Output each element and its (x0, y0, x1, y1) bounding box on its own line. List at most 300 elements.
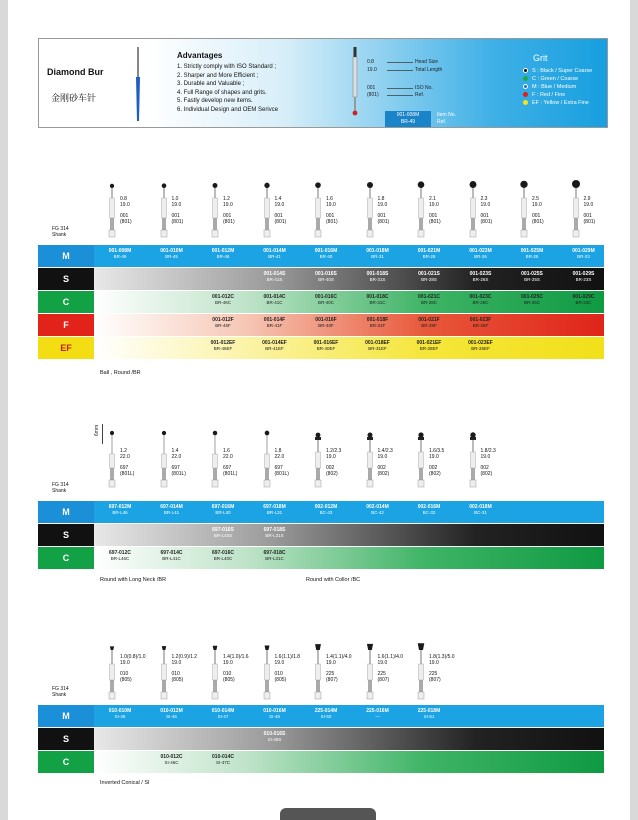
spec-h: 1.6 (326, 196, 333, 202)
spec-h: 1.4(1.1)/4.0 (326, 654, 352, 660)
item-no: 001-014F (263, 317, 286, 323)
item-no: 001-012C (212, 294, 234, 300)
spec-h: 0.8 (120, 196, 127, 202)
spec-iso2: (801) (377, 219, 390, 225)
item-no: 225-014M (314, 708, 338, 714)
brand-title-cn: 金刚砂车针 (51, 93, 97, 103)
item-ref: BR-25S (524, 277, 540, 282)
legend-iso-value: 001 (367, 85, 376, 91)
item-ref: SI-48 (269, 714, 280, 719)
item-no: 225-016M (366, 708, 389, 714)
item-ref: BR-23S (575, 277, 592, 282)
spec-h: 1.6(1.1)/1.8 (274, 654, 301, 660)
bur-icon (364, 428, 376, 488)
spec-iso: 697 (171, 465, 180, 471)
spec-iso2: (801) (429, 219, 441, 225)
spec-iso: 001 (429, 213, 438, 219)
item-ref: BR-L46 (112, 510, 128, 515)
item-ref: BR-23 (577, 254, 590, 259)
bur-icon (106, 640, 118, 700)
item-ref: BR-41S (266, 277, 283, 282)
legend-item-no: Item No. (437, 112, 456, 118)
bur-spec (172, 654, 198, 683)
spec-iso: 001 (171, 213, 180, 219)
spec-iso2: (801L) (223, 471, 238, 477)
grit-row-label: M (38, 705, 94, 727)
spec-iso: 697 (120, 465, 129, 471)
fg-shank-label (52, 482, 69, 494)
spec-h: 1.2 (120, 448, 127, 454)
item-no: 001-021S (418, 271, 440, 277)
item-ref: BR-45 (165, 254, 178, 259)
spec-h: 1.2/2.3 (326, 448, 342, 454)
item-no: 001-014EF (262, 340, 287, 346)
bur-spec (429, 654, 455, 683)
bur-spec (223, 654, 249, 683)
spec-h: 1.4 (274, 196, 282, 202)
spec-iso2: (801) (532, 219, 544, 225)
section-caption-right: Round with Collor /BC (306, 577, 361, 583)
grit-item: EF : Yellow / Extra Fine (523, 99, 592, 107)
item-ref: BR-31EF (368, 346, 387, 351)
item-no: 001-023EF (468, 340, 493, 346)
advantages-title: Advantages (177, 51, 223, 60)
shank-label: Shank (52, 232, 67, 238)
item-no: 002-018M (469, 504, 492, 510)
item-cell (300, 708, 352, 720)
spec-l: 19.0 (326, 660, 336, 666)
fg-label: FG 314 (52, 482, 69, 488)
spec-l: 19.0 (326, 454, 336, 460)
item-no: 001-014C (263, 294, 286, 300)
bur-icon (312, 640, 324, 700)
item-cell (146, 504, 198, 516)
neck-length-label: 6mm (94, 424, 100, 436)
item-no: 001-029S (572, 271, 595, 277)
item-no: 010-012C (160, 754, 183, 760)
item-no: 001-018EF (365, 340, 390, 346)
spec-l: 19.0 (429, 660, 439, 666)
spec-iso: 697 (223, 465, 232, 471)
item-ref: BC-43 (319, 510, 333, 515)
spec-l: 19.0 (223, 660, 233, 666)
spec-l: 19.0 (583, 202, 594, 208)
spec-iso: 001 (480, 213, 489, 219)
item-ref: BR-28F (421, 323, 437, 328)
item-ref: BR-40 (319, 254, 333, 259)
advantage-item: 1. Strictly comply with ISO Standard ; (177, 64, 277, 70)
fg-shank-label (52, 686, 69, 698)
item-ref: BR-L40C (213, 556, 233, 561)
item-ref: BR-L41 (163, 510, 180, 515)
item-cell (300, 504, 352, 516)
spec-iso2: (805) (274, 677, 287, 683)
item-ref: BR-28 (422, 254, 436, 259)
item-ref: SI-47C (215, 760, 230, 765)
item-cell (146, 550, 198, 562)
item-ref: BR-L40S (213, 533, 233, 538)
item-no: 001-018M (366, 248, 389, 254)
item-ref: BR-L31S (265, 533, 284, 538)
legend-head-size-value: 0.8 (367, 59, 374, 65)
legend-example-item: 001-008M (396, 112, 420, 118)
spec-h: 1.6(1.1)/4.0 (377, 654, 404, 660)
item-ref: BR-L31 (266, 510, 283, 515)
bur-spec (326, 448, 341, 477)
spec-l: 19.0 (326, 202, 336, 208)
grit-row-label: C (38, 291, 94, 313)
spec-iso2: (807) (429, 677, 441, 683)
spec-l: 19.0 (223, 202, 233, 208)
item-ref: BC-32 (422, 510, 436, 515)
bur-icon (415, 428, 427, 488)
spec-iso: 001 (532, 213, 541, 219)
grit-row-label: C (38, 751, 94, 773)
spec-l: 19.0 (377, 660, 388, 666)
spec-l: 19.0 (377, 454, 388, 460)
spec-iso: 225 (429, 671, 438, 677)
advantage-item: 5. Fastly develop new items. (177, 98, 253, 104)
spec-iso2: (801) (274, 219, 287, 225)
item-no: 001-014M (263, 248, 286, 254)
spec-iso2: (805) (120, 677, 132, 683)
item-no: 001-023C (469, 294, 492, 300)
item-no: 001-023S (469, 271, 492, 277)
spec-iso2: (801) (326, 219, 338, 225)
item-ref: BR-L40 (215, 510, 231, 515)
item-ref: BR-41F (266, 323, 283, 328)
shank-label: Shank (52, 488, 67, 494)
item-no: 001-012F (212, 317, 234, 323)
spec-h: 2.9 (583, 196, 591, 202)
spec-iso: 010 (274, 671, 283, 677)
item-no: 697-016M (211, 504, 235, 510)
spec-iso2: (801) (223, 219, 235, 225)
bur-icon (261, 428, 273, 488)
spec-h: 2.3 (480, 196, 488, 202)
item-cell (249, 731, 301, 743)
item-cell (94, 550, 146, 562)
spec-h: 1.8 (274, 448, 282, 454)
spec-iso2: (805) (171, 677, 184, 683)
bur-spec (378, 654, 404, 683)
spec-iso2: (801) (171, 219, 184, 225)
item-cell (197, 527, 249, 539)
spec-iso2: (801) (480, 219, 493, 225)
section-caption: Inverted Conical / SI (100, 780, 150, 786)
spec-iso2: (807) (377, 677, 390, 683)
bur-icon (467, 428, 479, 488)
item-no: 001-018S (366, 271, 389, 277)
item-ref: BC-42 (371, 510, 384, 515)
spec-l: 19.0 (120, 202, 130, 208)
grit-row-label: M (38, 501, 94, 523)
spec-h: 1.2(0.9)/1.2 (171, 654, 198, 660)
spec-h: 1.6/3.5 (429, 448, 445, 454)
item-ref: BR-28S (421, 277, 437, 282)
item-no: 697-016C (212, 550, 234, 556)
spec-l: 19.0 (171, 660, 182, 666)
spec-h: 1.8/2.3 (480, 448, 496, 454)
spec-iso2: (801L) (120, 471, 135, 477)
item-no: 001-025C (521, 294, 543, 300)
spec-iso2: (801) (120, 219, 132, 225)
advantage-item: 6. Individual Design and OEM Serivce (177, 106, 279, 113)
item-no: 697-014M (160, 504, 183, 510)
page-tab (280, 808, 376, 820)
spec-h: 1.2 (223, 196, 230, 202)
spec-iso2: (802) (429, 471, 441, 477)
item-no: 002-016M (417, 504, 441, 510)
bur-spec (120, 654, 146, 683)
item-no: 001-014S (263, 271, 286, 277)
item-no: 010-010M (108, 708, 132, 714)
item-ref: SI-51 (423, 714, 435, 719)
spec-iso: 001 (120, 213, 129, 219)
item-cell (455, 504, 507, 516)
spec-iso: 001 (583, 213, 592, 219)
bur-icon (312, 428, 324, 488)
item-ref: BR-46F (215, 323, 231, 328)
item-ref: BR-40C (317, 300, 334, 305)
spec-l: 19.0 (377, 202, 388, 208)
spec-l: 19.0 (480, 202, 491, 208)
bur-icon (209, 428, 221, 488)
item-cell (197, 708, 249, 720)
spec-iso2: (801L) (274, 471, 289, 477)
item-ref: BR-31S (369, 277, 386, 282)
item-no: 697-018M (263, 504, 286, 510)
item-ref: BR-L46C (110, 556, 130, 561)
item-no: 001-018C (366, 294, 389, 300)
spec-iso: 010 (120, 671, 129, 677)
spec-h: 1.4 (171, 448, 179, 454)
item-no: 001-008M (108, 248, 132, 254)
spec-h: 2.1 (429, 196, 436, 202)
spec-iso: 001 (377, 213, 386, 219)
spec-iso2: (801) (583, 219, 596, 225)
section-caption: Ball , Round /BR (100, 370, 141, 376)
advantage-item: 3. Durable and Valuable ; (177, 81, 245, 87)
item-no: 010-014C (212, 754, 234, 760)
legend-ref-2: Ref. (437, 119, 447, 125)
spec-l: 19.0 (429, 202, 439, 208)
grit-title: Grit (533, 53, 548, 63)
spec-l: 22.0 (171, 454, 182, 460)
item-ref: SI-45 (114, 714, 126, 719)
item-ref: BR-40F (318, 323, 334, 328)
item-ref: BR-26 (474, 254, 487, 259)
spec-iso2: (805) (223, 677, 235, 683)
item-no: 001-016F (315, 317, 337, 323)
item-cell (352, 708, 404, 720)
legend-total-length: Total Length (415, 67, 443, 73)
bur-spec (429, 448, 444, 477)
item-no: 001-025S (521, 271, 543, 277)
item-cell (352, 504, 404, 516)
item-no: 002-012M (314, 504, 338, 510)
legend-total-length-value: 19.0 (367, 67, 377, 73)
item-ref: BR-46C (214, 300, 231, 305)
grit-item: F : Red / Fine (523, 91, 592, 99)
grit-row-label: M (38, 245, 94, 267)
fg-label: FG 314 (52, 226, 69, 232)
item-ref: BR-41 (268, 254, 281, 259)
item-no: 001-016C (315, 294, 337, 300)
item-ref: BR-41EF (265, 346, 284, 351)
spec-l: 22.0 (120, 454, 130, 460)
grit-row-label: C (38, 547, 94, 569)
spec-iso: 001 (223, 213, 232, 219)
item-no: 001-021C (418, 294, 440, 300)
item-no: 001-021M (417, 248, 441, 254)
item-cell (249, 708, 301, 720)
spec-iso: 001 (326, 213, 335, 219)
spec-l: 19.0 (120, 660, 130, 666)
item-ref: BR-28EF (419, 346, 439, 351)
item-no: 697-014C (160, 550, 183, 556)
item-ref: SI-47 (217, 714, 229, 719)
item-no: 001-010M (160, 248, 183, 254)
item-no: 002-014M (366, 504, 389, 510)
grit-row-label: S (38, 268, 94, 290)
item-cell (146, 754, 198, 766)
spec-iso2: (802) (480, 471, 493, 477)
item-ref: BR-L41C (162, 556, 181, 561)
spec-h: 1.4/2.3 (377, 448, 393, 454)
item-no: 697-018C (263, 550, 286, 556)
item-cell (249, 527, 301, 539)
item-ref: BR-49 (113, 254, 127, 259)
item-no: 001-025M (520, 248, 544, 254)
bur-spec (481, 448, 496, 477)
brand-title: Diamond Bur (47, 67, 104, 77)
spec-iso: 001 (274, 213, 283, 219)
item-ref: BR-40S (318, 277, 334, 282)
item-no: 001-021F (418, 317, 440, 323)
item-ref: BR-28C (420, 300, 437, 305)
grit-row-band (94, 728, 604, 750)
item-ref: BR-26C (472, 300, 489, 305)
bur-icon (415, 640, 427, 700)
item-no: 001-029C (572, 294, 595, 300)
item-ref: BC-31 (474, 510, 487, 515)
neck-measure-line (102, 424, 103, 444)
item-no: 001-016EF (313, 340, 339, 346)
item-ref: BR-46 (216, 254, 230, 259)
spec-l: 22.0 (223, 454, 233, 460)
item-ref: BR-L31C (265, 556, 284, 561)
spec-iso: 002 (480, 465, 489, 471)
item-ref: — (375, 714, 380, 719)
bur-icon (364, 640, 376, 700)
item-no: 010-016S (263, 731, 286, 737)
bur-icon (106, 428, 118, 488)
spec-iso: 010 (171, 671, 180, 677)
item-ref: BR-31 (371, 254, 384, 259)
grit-item: S : Black / Super Coarse (523, 67, 592, 75)
item-no: 001-023F (469, 317, 492, 323)
shank-label: Shank (52, 692, 67, 698)
spec-l: 19.0 (429, 454, 439, 460)
item-no: 001-029M (572, 248, 595, 254)
section-caption-left: Round with Long Neck /BR (100, 577, 167, 583)
spec-iso: 225 (377, 671, 386, 677)
item-ref: BR-31C (369, 300, 386, 305)
legend-example-ref: BR-49 (400, 119, 416, 125)
bur-spec (120, 448, 134, 477)
item-no: 010-012M (160, 708, 183, 714)
spec-h: 1.8 (377, 196, 385, 202)
spec-iso2: (802) (377, 471, 390, 477)
item-ref: BR-41C (266, 300, 283, 305)
item-no: 697-012M (108, 504, 132, 510)
spec-iso2: (802) (326, 471, 338, 477)
item-cell (197, 754, 249, 766)
advantage-item: 2. Sharper and More Efficient ; (177, 72, 259, 79)
item-ref: BR-26EF (471, 346, 490, 351)
item-no: 001-021EF (416, 340, 442, 346)
spec-h: 1.8(1.3)/5.0 (429, 654, 455, 660)
item-cell (197, 550, 249, 562)
bur-spec (326, 654, 352, 683)
grit-row-band (94, 524, 604, 546)
item-cell (249, 504, 301, 516)
legend-iso-no: ISO No. (415, 85, 433, 91)
item-no: 001-012EF (210, 340, 236, 346)
bur-icon (158, 428, 170, 488)
fg-label: FG 314 (52, 686, 69, 692)
item-cell (249, 550, 301, 562)
item-ref: BR-26F (472, 323, 489, 328)
item-ref: BR-31F (369, 323, 386, 328)
bur-spec (223, 448, 237, 477)
spec-l: 22.0 (274, 454, 285, 460)
item-cell (94, 504, 146, 516)
spec-h: 1.4(1.0)/1.6 (223, 654, 249, 660)
bur-spec (275, 448, 289, 477)
bur-spec (275, 654, 301, 683)
legend-iso-value-2: (801) (367, 92, 379, 98)
spec-iso2: (807) (326, 677, 338, 683)
spec-h: 2.5 (532, 196, 539, 202)
spec-iso: 002 (429, 465, 438, 471)
item-no: 010-014M (211, 708, 235, 714)
bur-icon (209, 640, 221, 700)
spec-iso: 697 (274, 465, 283, 471)
item-ref: BR-46EF (213, 346, 233, 351)
item-no: 697-016S (212, 527, 234, 533)
item-ref: BR-40EF (316, 346, 336, 351)
grit-row-label: EF (38, 337, 94, 359)
catalog-page (8, 0, 630, 820)
spec-iso2: (801L) (171, 471, 186, 477)
item-ref: BR-26S (472, 277, 489, 282)
advantage-item: 4. Full Range of shapes and grits. (177, 89, 267, 96)
item-cell (403, 504, 455, 516)
item-cell (94, 708, 146, 720)
bur-icon (261, 640, 273, 700)
spec-l: 19.0 (274, 660, 285, 666)
item-no: 001-023M (469, 248, 492, 254)
item-cell (197, 504, 249, 516)
spec-iso: 002 (326, 465, 335, 471)
item-no: 225-018M (417, 708, 441, 714)
spec-l: 19.0 (171, 202, 182, 208)
spec-iso: 010 (223, 671, 232, 677)
item-ref: SI-46C (164, 760, 179, 765)
item-no: 001-018F (366, 317, 389, 323)
